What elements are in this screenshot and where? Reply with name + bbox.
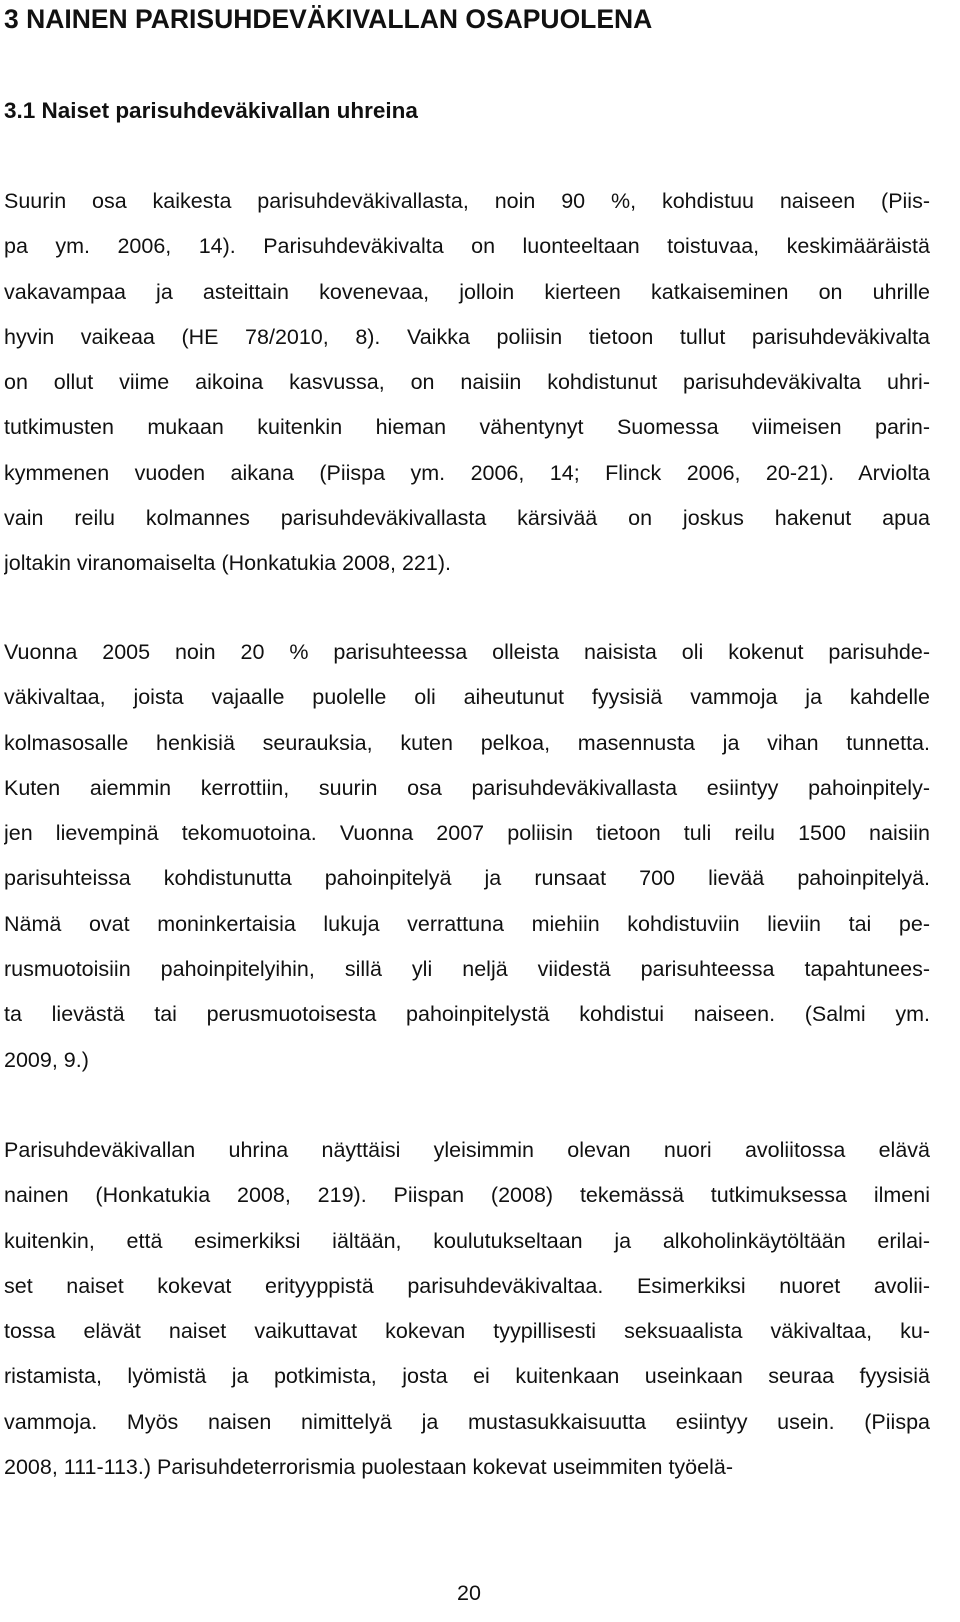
paragraph-line: Kuten aiemmin kerrottiin, suurin osa parisuhdeväkivallasta esiintyy pahoinpitely- [4,775,930,800]
paragraph-line: 2009, 9.) [4,1047,89,1072]
paragraph-line: rusmuotoisiin pahoinpitelyihin, sillä yli neljä viidestä parisuhteessa tapahtunees- [4,957,930,982]
paragraph-line: joltakin viranomaiselta (Honkatukia 2008, 221). [4,551,451,576]
paragraph-2 [4,630,930,1083]
paragraph-line: set naiset kokevat erityyppistä parisuhdeväkivaltaa. Esimerkiksi nuoret avolii- [4,1273,930,1298]
paragraph-line: kuitenkin, että esimerkiksi iältään, koulutukseltaan ja alkoholinkäytöltään erilai- [4,1228,930,1253]
paragraph-line: 2008, 111-113.) Parisuhdeterrorismia puolestaan kokevat useimmiten työelä- [4,1455,733,1480]
paragraph-line: tutkimusten mukaan kuitenkin hieman vähentynyt Suomessa viimeisen parin- [4,415,930,440]
paragraph-line: vammoja. Myös naisen nimittelyä ja mustasukkaisuutta esiintyy usein. (Piispa [4,1409,930,1434]
paragraph-3 [4,1128,930,1490]
paragraph-line: kymmenen vuoden aikana (Piispa ym. 2006, 14; Flinck 2006, 20-21). Arviolta [4,460,930,485]
paragraph-line: Parisuhdeväkivallan uhrina näyttäisi yleisimmin olevan nuori avoliitossa elävä [4,1138,930,1162]
paragraph-line: vakavampaa ja asteittain kovenevaa, jolloin kierteen katkaiseminen on uhrille [4,279,930,304]
paragraph-line: parisuhteissa kohdistunutta pahoinpitelyä ja runsaat 700 lievää pahoinpitelyä. [4,866,930,891]
paragraph-line: jen lievempinä tekomuotoina. Vuonna 2007 poliisin tietoon tuli reilu 1500 naisiin [4,821,930,846]
paragraph-1 [4,179,930,587]
paragraph-line: ta lievästä tai perusmuotoisesta pahoinpitelystä kohdistui naiseen. (Salmi ym. [4,1002,930,1027]
paragraph-line: vain reilu kolmannes parisuhdeväkivallasta kärsivää on joskus hakenut apua [4,506,930,531]
section-heading: 3.1 Naiset parisuhdeväkivallan uhreina [4,98,418,123]
paragraph-line: nainen (Honkatukia 2008, 219). Piispan (2008) tekemässä tutkimuksessa ilmeni [4,1183,930,1208]
chapter-heading: 3 NAINEN PARISUHDEVÄKIVALLAN OSAPUOLENA [4,4,653,34]
paragraph-line: väkivaltaa, joista vajaalle puolelle oli aiheutunut fyysisiä vammoja ja kahdelle [4,685,930,710]
paragraph-line: tossa elävät naiset vaikuttavat kokevan tyypillisesti seksuaalista väkivaltaa, ku- [4,1319,930,1344]
paragraph-line: Suurin osa kaikesta parisuhdeväkivallasta, noin 90 %, kohdistuu naiseen (Piis- [4,189,930,213]
paragraph-line: on ollut viime aikoina kasvussa, on naisiin kohdistunut parisuhdeväkivalta uhri- [4,370,930,395]
paragraph-line: Nämä ovat moninkertaisia lukuja verrattuna miehiin kohdistuviin lieviin tai pe- [4,911,930,936]
paragraph-line: pa ym. 2006, 14). Parisuhdeväkivalta on luonteeltaan toistuvaa, keskimääräistä [4,234,930,259]
paragraph-line: Vuonna 2005 noin 20 % parisuhteessa olleista naisista oli kokenut parisuhde- [4,640,930,664]
page-number: 20 [457,1581,481,1605]
paragraph-line: hyvin vaikeaa (HE 78/2010, 8). Vaikka poliisin tietoon tullut parisuhdeväkivalta [4,324,930,349]
paragraph-line: ristamista, lyömistä ja potkimista, josta ei kuitenkaan useinkaan seuraa fyysisiä [4,1364,930,1389]
paragraph-line: kolmasosalle henkisiä seurauksia, kuten pelkoa, masennusta ja vihan tunnetta. [4,730,930,755]
